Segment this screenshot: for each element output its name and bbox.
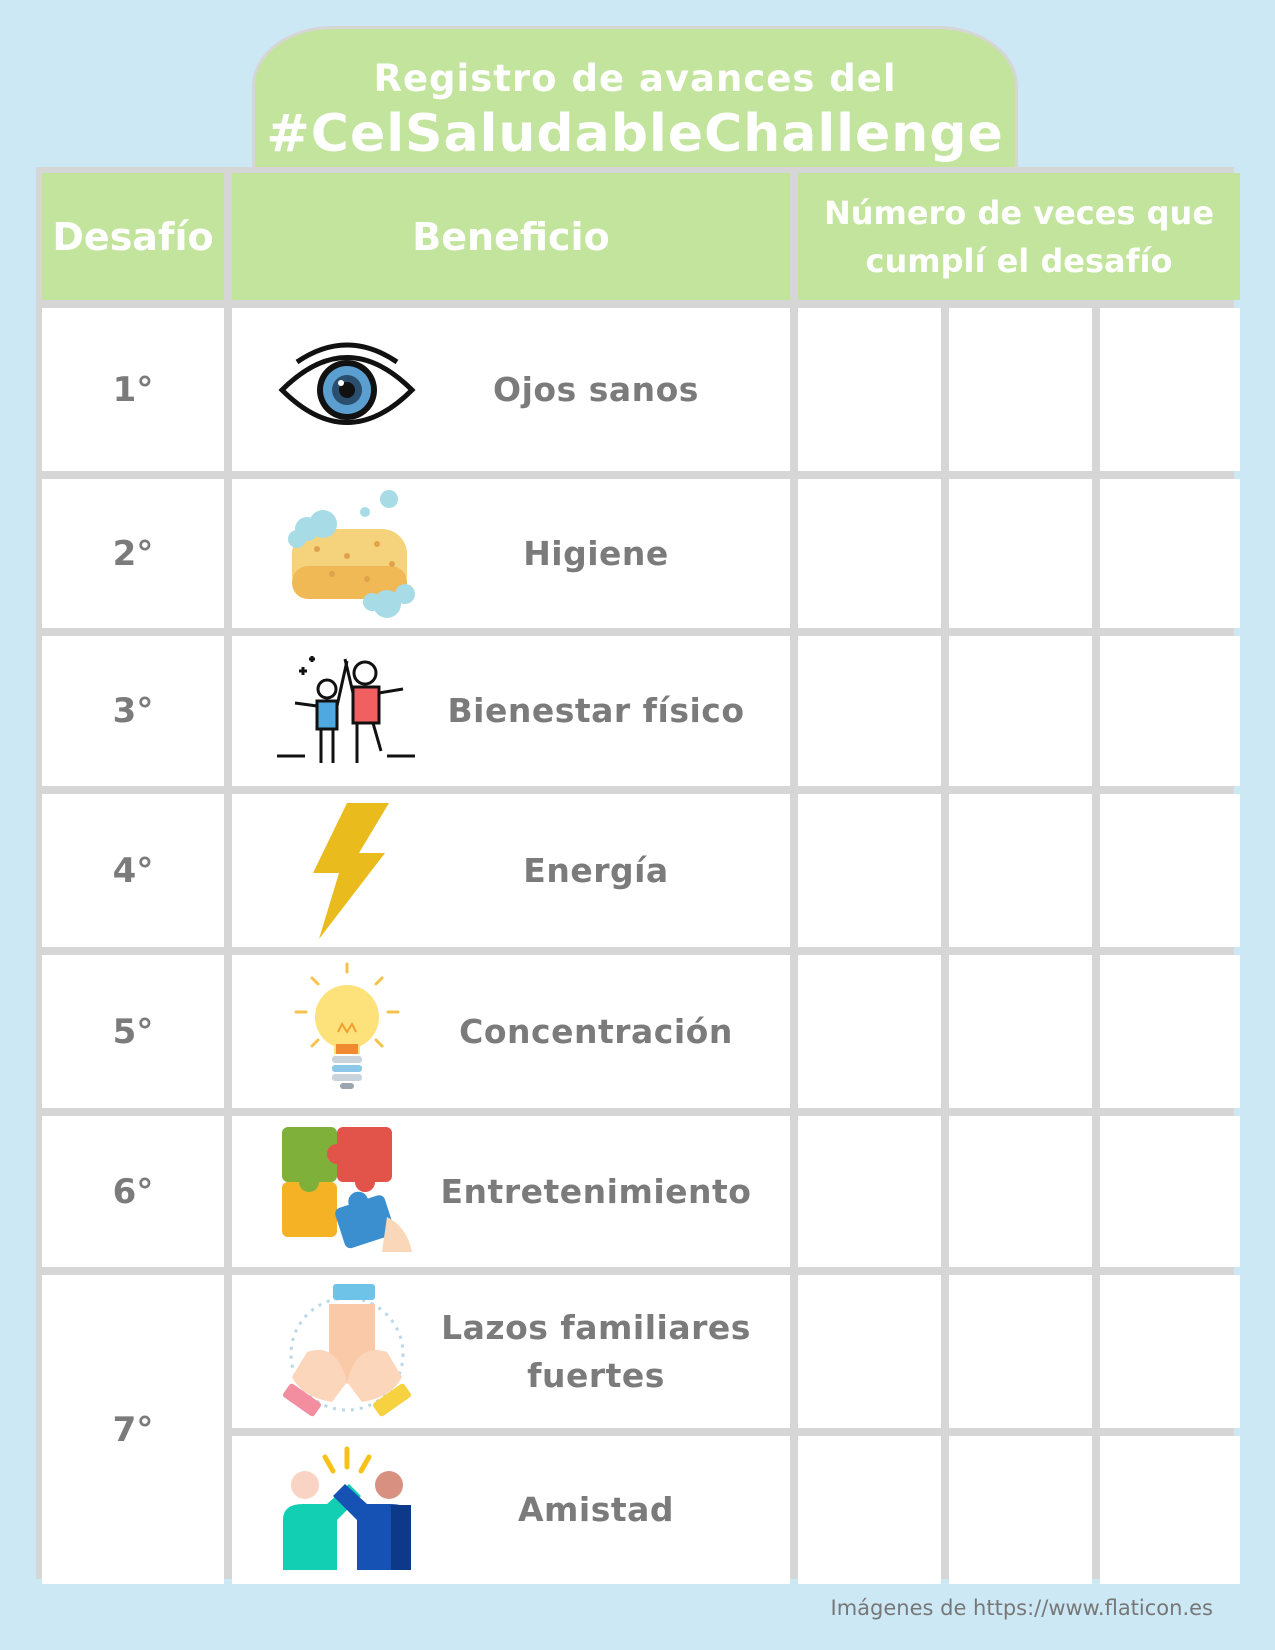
row-2-number: 2° <box>42 479 224 628</box>
high-five-people-icon <box>272 641 422 781</box>
eye-icon <box>272 320 422 460</box>
benefit-label: Bienestar físico <box>447 691 745 730</box>
tally-cell[interactable] <box>1100 1116 1240 1267</box>
row-2-benefit <box>232 479 790 628</box>
tally-cell[interactable] <box>1100 308 1240 471</box>
title-line1: Registro de avances del <box>373 57 897 100</box>
row-3-number: 3° <box>42 636 224 786</box>
row-5-benefit <box>232 955 790 1108</box>
joined-hands-icon <box>272 1282 422 1422</box>
row-7b-benefit <box>232 1436 790 1584</box>
row-1-benefit <box>232 308 790 471</box>
tally-cell[interactable] <box>1100 794 1240 947</box>
tally-cell[interactable] <box>798 479 941 628</box>
tally-cell[interactable] <box>949 308 1092 471</box>
lightbulb-icon <box>272 962 422 1102</box>
row-1-number: 1° <box>42 308 224 471</box>
tally-cell[interactable] <box>1100 479 1240 628</box>
header-numero-veces: Número de veces que cumplí el desafío <box>798 173 1240 300</box>
tally-cell[interactable] <box>949 794 1092 947</box>
row-3-benefit <box>232 636 790 786</box>
puzzle-icon <box>272 1122 422 1262</box>
soap-sponge-icon <box>272 484 422 624</box>
friends-icon <box>272 1440 422 1580</box>
row-7a-benefit <box>232 1275 790 1428</box>
tally-cell[interactable] <box>1100 1275 1240 1428</box>
row-6-benefit <box>232 1116 790 1267</box>
title-banner <box>252 26 1018 172</box>
row-6-number: 6° <box>42 1116 224 1267</box>
benefit-label: Energía <box>523 850 669 890</box>
row-7-number: 7° <box>42 1275 224 1584</box>
tally-cell[interactable] <box>798 794 941 947</box>
tally-cell[interactable] <box>949 1436 1092 1584</box>
benefit-label: Amistad <box>517 1490 675 1529</box>
tally-cell[interactable] <box>798 308 941 471</box>
tally-cell[interactable] <box>1100 636 1240 786</box>
tally-cell[interactable] <box>949 479 1092 628</box>
tally-cell[interactable] <box>1100 1436 1240 1584</box>
tally-cell[interactable] <box>798 955 941 1108</box>
tally-cell[interactable] <box>949 636 1092 786</box>
benefit-label: Higiene <box>523 533 669 573</box>
benefit-label: Entretenimiento <box>440 1171 752 1211</box>
tally-cell[interactable] <box>1100 955 1240 1108</box>
row-4-number: 4° <box>42 794 224 947</box>
benefit-label: Ojos sanos <box>493 369 699 409</box>
tally-cell[interactable] <box>949 1275 1092 1428</box>
header-desafio: Desafío <box>42 173 224 300</box>
benefit-label: Concentración <box>459 1011 733 1051</box>
progress-table <box>36 167 1234 1579</box>
tally-cell[interactable] <box>798 1436 941 1584</box>
tally-cell[interactable] <box>798 636 941 786</box>
benefit-label: Lazos familiares fuertes <box>441 1307 751 1395</box>
tally-cell[interactable] <box>949 1116 1092 1267</box>
row-5-number: 5° <box>42 955 224 1108</box>
header-beneficio: Beneficio <box>232 173 790 300</box>
tally-cell[interactable] <box>949 955 1092 1108</box>
image-credit: Imágenes de https://www.flaticon.es <box>830 1596 1213 1620</box>
row-4-benefit <box>232 794 790 947</box>
tally-cell[interactable] <box>798 1116 941 1267</box>
title-hashtag: #CelSaludableChallenge <box>266 104 1004 164</box>
tally-cell[interactable] <box>798 1275 941 1428</box>
lightning-icon <box>272 801 422 941</box>
